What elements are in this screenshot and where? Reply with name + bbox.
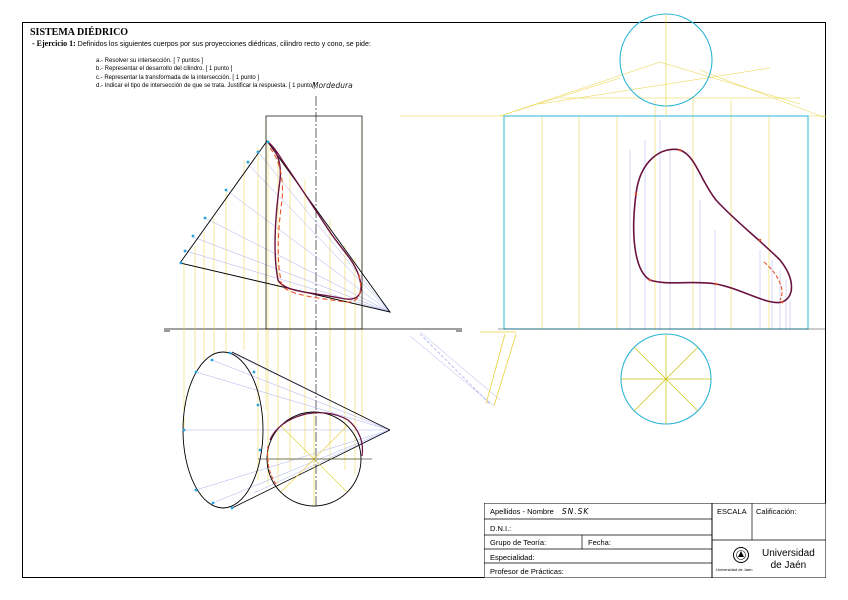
surname-value: SN.SK (561, 507, 590, 516)
auxiliary-projection (420, 332, 516, 406)
task-item: b.- Representar el desarrollo del cilindro. [ 1 punto ] (96, 66, 233, 73)
exercise-label: - Ejercicio 1: (32, 39, 76, 48)
orange-points (635, 149, 784, 304)
cone-tangent-bottom (232, 430, 390, 508)
surname-field (490, 507, 589, 516)
dashed-curve-elevation (270, 148, 361, 302)
specialty-label: Especialidad: (490, 553, 535, 562)
dashed-transformed (764, 262, 782, 300)
bottom-circle (621, 334, 711, 424)
point-marks (180, 141, 270, 510)
surname-label: Apellidos - Nombre (490, 507, 554, 516)
ground-line (164, 96, 462, 508)
task-item: a.- Resolver su intersección. [ 7 puntos ] (96, 58, 204, 64)
sheet-title: SISTEMA DIÉDRICO (30, 27, 129, 38)
date-label: Fecha: (588, 538, 611, 547)
task-item: c.- Representar la transformada de la intersección. [ 1 punto ] (96, 74, 260, 81)
university-line2: de Jaén (770, 560, 807, 571)
university-line1: Universidad (762, 548, 815, 559)
professor-label: Profesor de Prácticas: (490, 567, 564, 576)
cone-tangent-top (232, 352, 390, 430)
seal-icon (732, 546, 750, 566)
cylinder-development (504, 116, 808, 329)
university-small-caption: Universidad de Jaén (716, 567, 753, 572)
intersection-transformed (634, 149, 792, 302)
group-label: Grupo de Teoría: (490, 538, 547, 547)
cylinder-elevation (266, 116, 362, 329)
exercise-text: Definidos los siguientes cuerpos por sus proyecciones diédricas, cilindro recto y cono, se pide: (77, 41, 371, 48)
grade-label: Calificación: (756, 507, 797, 516)
task-item: d.- Indicar el tipo de intersección de que se trata. Justificar la respuesta. [ 1 punto ] (96, 83, 316, 90)
scale-label: ESCALA (717, 507, 747, 516)
handwritten-note: Mordedura (312, 81, 353, 90)
university-name (762, 548, 815, 572)
construction-lines (180, 120, 790, 508)
dni-label: D.N.I.: (490, 524, 512, 533)
